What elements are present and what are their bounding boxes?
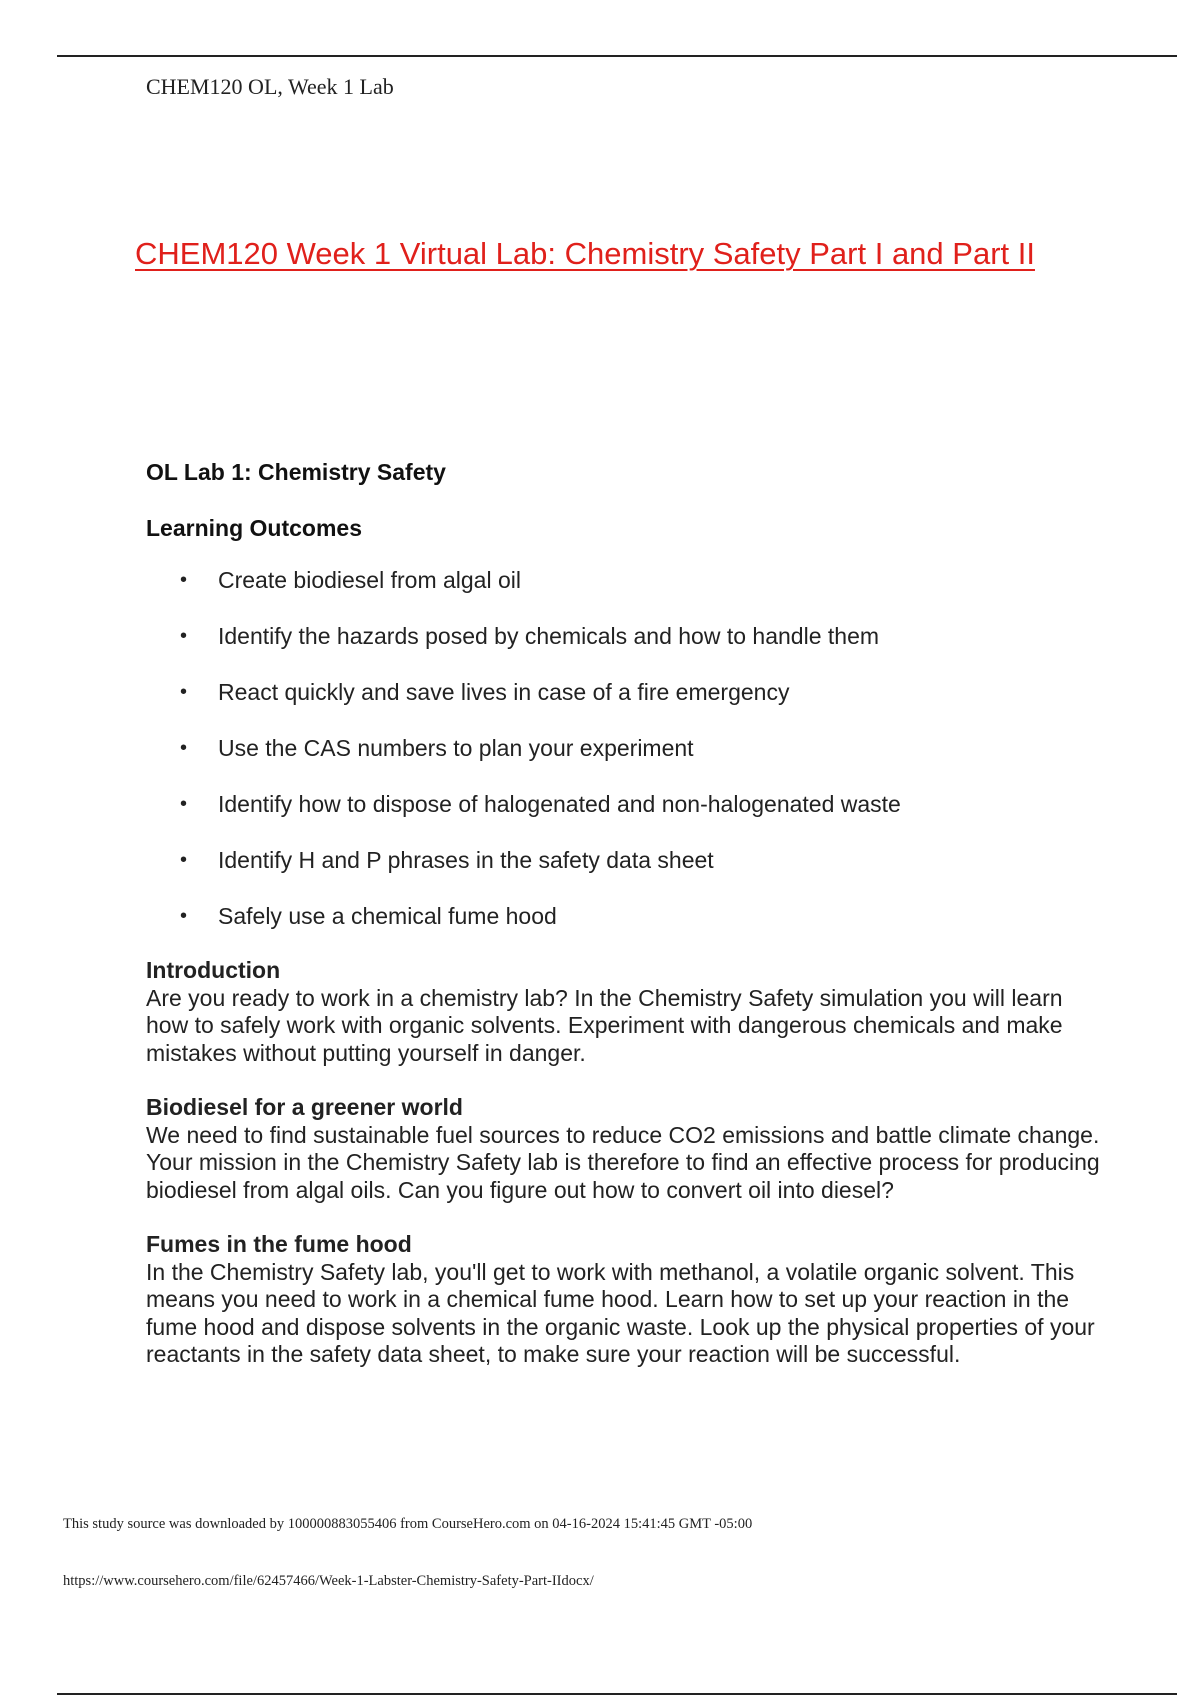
section-fume-hood — [146, 1231, 1106, 1369]
list-item: • Create biodiesel from algal oil — [180, 567, 521, 593]
lab-title: OL Lab 1: Chemistry Safety — [146, 459, 446, 485]
bullet-icon: • — [180, 569, 188, 591]
section-introduction — [146, 957, 1106, 1067]
list-item: • Identify how to dispose of halogenated and non-halogenated waste — [180, 791, 901, 817]
download-source-note: This study source was downloaded by 100000883055406 from CourseHero.com on 04-16-2024 15:41:45 GMT -05:00 — [63, 1516, 753, 1532]
list-item: • Use the CAS numbers to plan your experiment — [180, 735, 694, 761]
document-body — [146, 457, 1106, 1396]
section-body: In the Chemistry Safety lab, you'll get to work with methanol, a volatile organic solvent. This means you need to work in a chemical fume hood. Learn how to set up your reaction in the fume hood and dispose solvents in the organic waste. Look up the physical properties of your reactants in the safety data sheet, to make sure your reaction will be successful. — [146, 1258, 1095, 1367]
section-body: We need to find sustainable fuel sources to reduce CO2 emissions and battle climate change. Your mission in the Chemistry Safety lab is therefore to find an effective process for producing biodiesel from algal oils. Can you figure out how to convert oil into diesel? — [146, 1121, 1100, 1203]
list-item: • React quickly and save lives in case of a fire emergency — [180, 679, 790, 705]
bullet-icon: • — [180, 737, 188, 759]
source-url[interactable]: https://www.coursehero.com/file/62457466/Week-1-Labster-Chemistry-Safety-Part-IIdocx/ — [63, 1573, 594, 1589]
footer-rule — [57, 1693, 1177, 1695]
bullet-icon: • — [180, 793, 188, 815]
bullet-icon: • — [180, 905, 188, 927]
document-title: CHEM120 Week 1 Virtual Lab: Chemistry Safety Part I and Part II — [135, 236, 1035, 271]
section-heading: Fumes in the fume hood — [146, 1231, 412, 1257]
header-rule — [57, 55, 1177, 57]
list-item: • Safely use a chemical fume hood — [180, 903, 557, 929]
section-heading: Introduction — [146, 957, 281, 983]
section-body: Are you ready to work in a chemistry lab? In the Chemistry Safety simulation you will learn how to safely work with organic solvents. Experiment with dangerous chemicals and make mistakes without putting yourself in danger. — [146, 984, 1063, 1066]
section-heading: Biodiesel for a greener world — [146, 1094, 463, 1120]
course-label: CHEM120 OL, Week 1 Lab — [146, 74, 394, 99]
bullet-icon: • — [180, 625, 188, 647]
section-biodiesel — [146, 1094, 1106, 1204]
bullet-icon: • — [180, 849, 188, 871]
learning-outcomes-heading: Learning Outcomes — [146, 515, 362, 541]
bullet-icon: • — [180, 681, 188, 703]
learning-outcomes-list — [146, 565, 1106, 931]
list-item: • Identify the hazards posed by chemicals and how to handle them — [180, 623, 880, 649]
list-item: • Identify H and P phrases in the safety data sheet — [180, 847, 714, 873]
